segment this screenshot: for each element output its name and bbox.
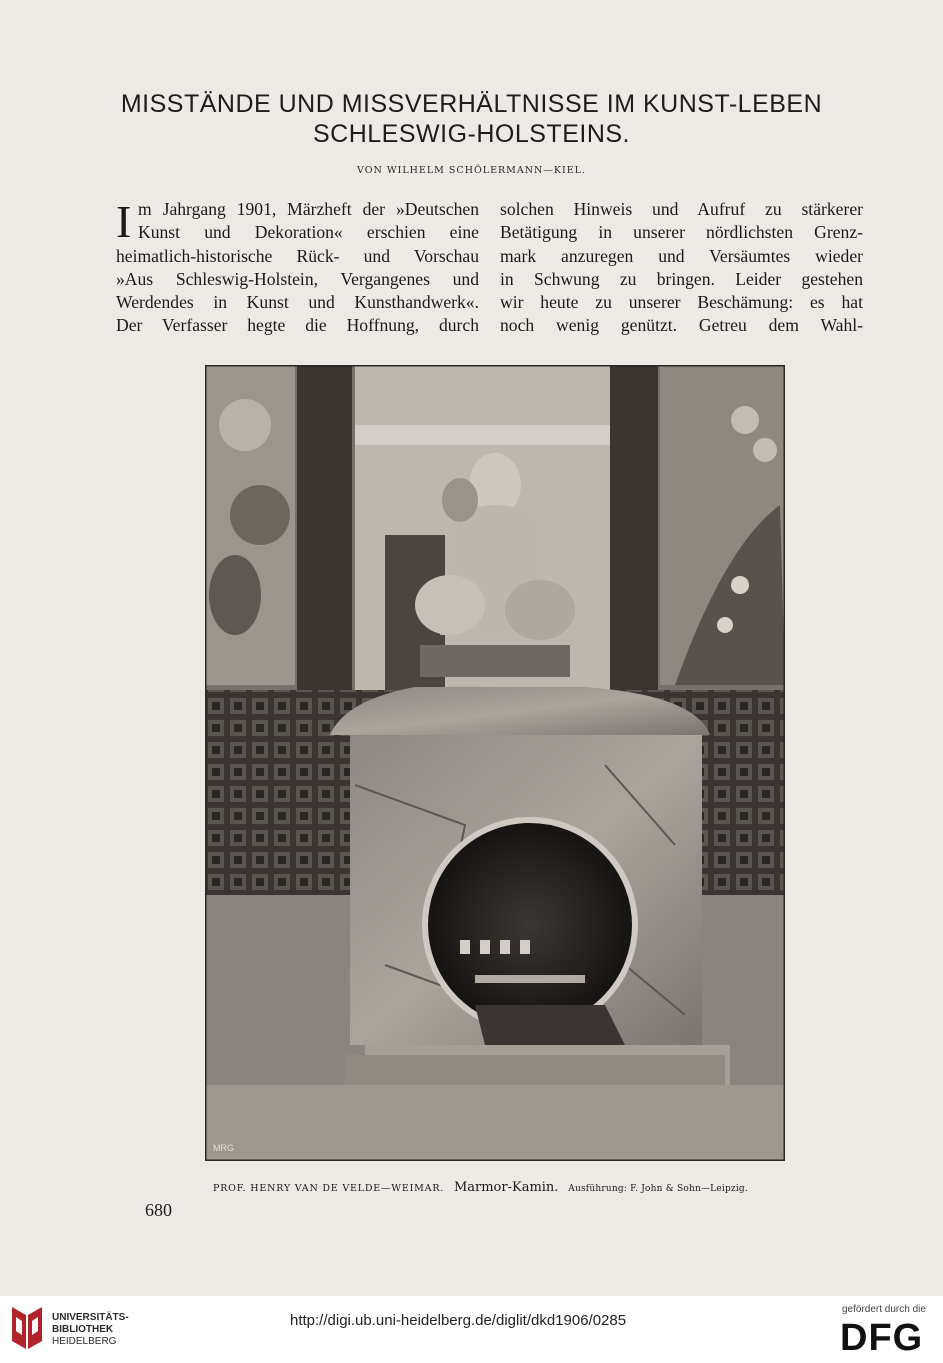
text-line: mark anzuregen und Versäumtes wieder <box>500 245 863 266</box>
library-name-line: UNIVERSITÄTS- <box>52 1312 129 1323</box>
library-name-line: HEIDELBERG <box>52 1336 117 1347</box>
fireplace-photograph <box>205 365 785 1161</box>
engraver-monogram: MRG <box>213 1143 234 1153</box>
text-line: solchen Hinweis und Aufruf zu stärkerer <box>500 199 863 219</box>
caption-artist: PROF. HENRY VAN DE VELDE—WEIMAR. <box>213 1183 445 1194</box>
university-library-name[interactable] <box>52 1312 129 1348</box>
viewer-footer <box>0 1296 943 1363</box>
dfg-logo[interactable]: DFG <box>840 1317 924 1359</box>
caption-maker: Ausführung: F. John & Sohn—Leipzig. <box>568 1184 748 1194</box>
text-line: Werdendes in Kunst und Kunsthandwerk«. <box>116 292 479 313</box>
text-line: Der Verfasser hegte die Hoffnung, durch <box>116 315 479 336</box>
article-byline: VON WILHELM SCHÖLERMANN—KIEL. <box>357 165 586 176</box>
article-title-line-2: SCHLESWIG-HOLSTEINS. <box>313 120 630 148</box>
permalink-url[interactable]: http://digi.ub.uni-heidelberg.de/diglit/dkd1906/0285 <box>290 1312 627 1329</box>
text-line: wir heute zu unserer Beschämung: es hat <box>500 292 863 313</box>
photo-illustration <box>205 365 785 1161</box>
text-line: heimatlich-historische Rück- und Vorschau <box>116 245 479 266</box>
text-column-left <box>116 198 479 338</box>
caption-title: Marmor-Kamin. <box>453 1180 559 1195</box>
text-line: noch wenig genützt. Getreu dem Wahl- <box>500 315 863 336</box>
page-number: 680 <box>145 1200 172 1220</box>
text-line: Betätigung in unserer nördlichsten Grenz- <box>500 222 863 243</box>
text-column-right <box>500 198 863 338</box>
drop-cap: I <box>116 196 132 247</box>
text-line: »Aus Schleswig-Holstein, Vergangenes und <box>116 268 479 289</box>
article-title-line-1: MISSTÄNDE UND MISSVERHÄLTNISSE IM KUNST-LEBEN <box>120 90 823 118</box>
library-name-line: BIBLIOTHEK <box>52 1324 114 1335</box>
figure-caption <box>213 1180 783 1195</box>
text-line: Kunst und Dekoration« erschien eine <box>138 222 479 243</box>
text-line: in Schwung zu bringen. Leider gestehen <box>500 268 863 289</box>
university-library-logo-icon[interactable] <box>10 1305 44 1351</box>
text-line: m Jahrgang 1901, Märzheft der »Deutschen <box>138 199 479 219</box>
funding-label: gefördert durch die <box>842 1304 926 1315</box>
